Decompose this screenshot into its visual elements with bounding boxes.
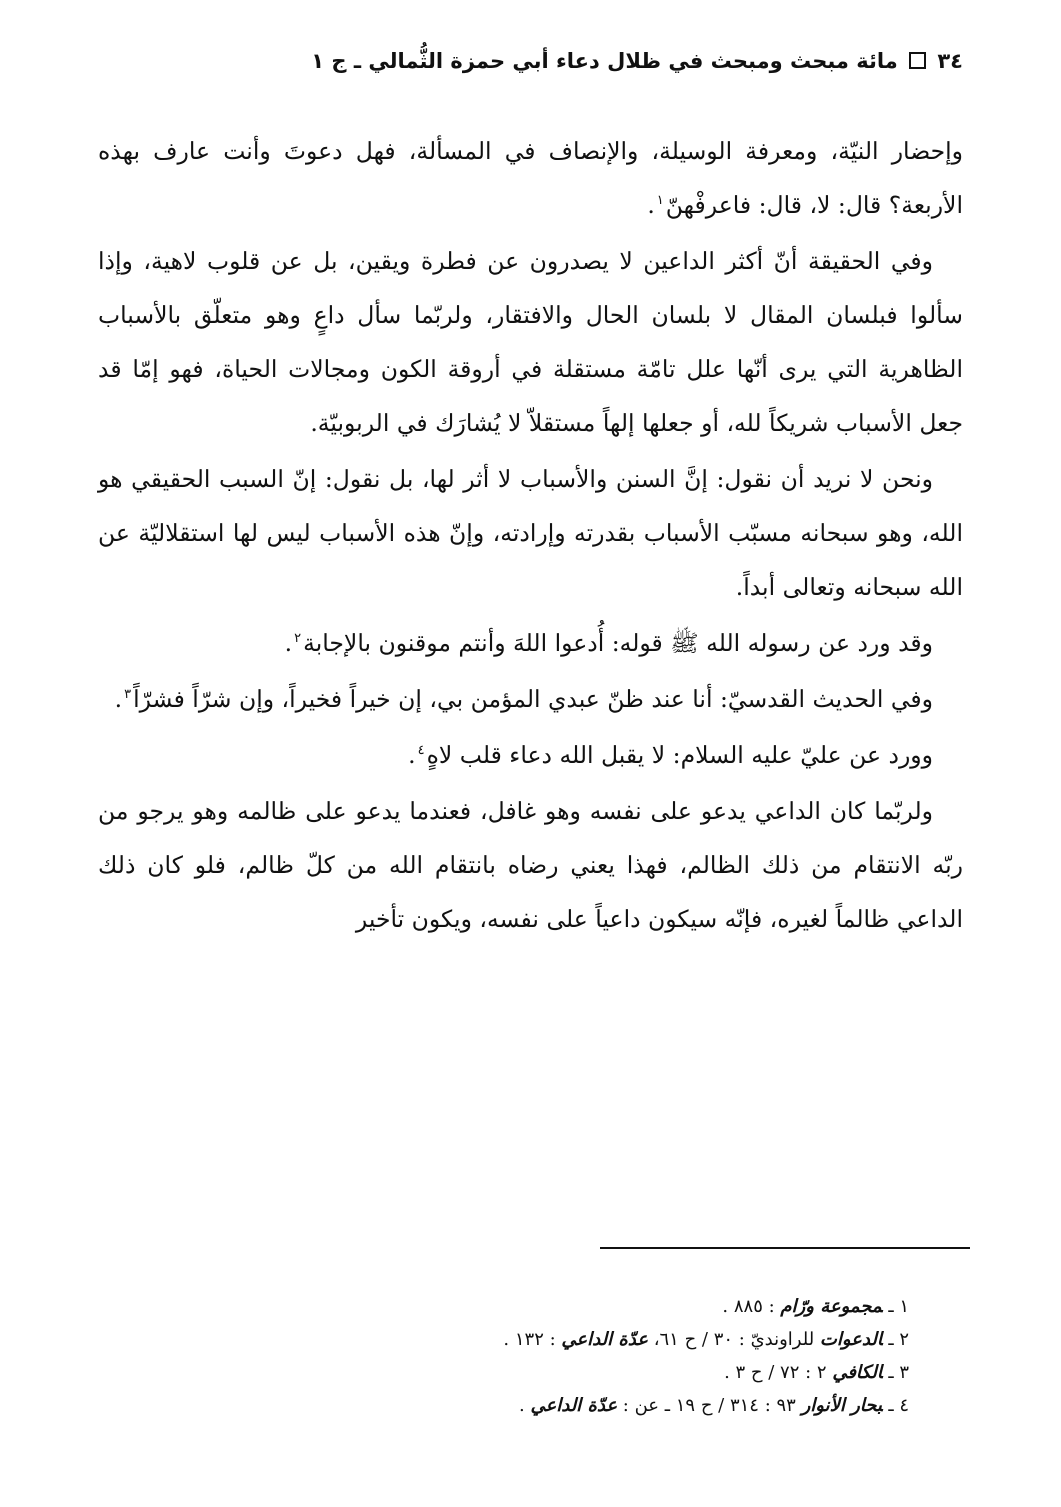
paragraph-text: . [647, 191, 655, 219]
paragraph-text: ولربّما كان الداعي يدعو على نفسه وهو غافل، فعندما يدعو على ظالمه وهو يرجو من ربّه الانتقام من ذلك الظالم، فهذا يعني رضاه بانتقام الله من كلّ ظالم، فلو كان ذلك الداعي ظالماً لغيره، فإنّه سيكون داعياً على نفسه، ويكون تأخير [98, 797, 963, 933]
paragraph-text: . [284, 629, 293, 657]
footnote-number: ٤ ـ [888, 1395, 909, 1416]
footnote-source-title: عدّة الداعي [530, 1395, 618, 1416]
paragraph-text: . [408, 741, 416, 769]
footnote-text: ٢ : ٧٢ / ح ٣ . [724, 1362, 833, 1383]
footnote-text: . [519, 1395, 531, 1416]
square-ornament-icon [909, 52, 926, 69]
footnote [98, 1356, 963, 1389]
footnote-separator [600, 1247, 970, 1249]
footnote-reference: ٣ [124, 687, 132, 703]
footnote-reference: ٤ [417, 743, 425, 759]
footnote-source-title: الكافي [832, 1362, 883, 1383]
paragraph-text: . [114, 685, 123, 713]
footnote-reference: ١ [656, 193, 664, 209]
footnote-number: ٢ ـ [888, 1329, 909, 1350]
footnote-source-title: عدّة الداعي [561, 1329, 648, 1350]
paragraph [98, 672, 963, 726]
page-number: ٣٤ [937, 49, 963, 73]
paragraph [98, 124, 963, 232]
paragraph [98, 616, 963, 670]
paragraph-text: وفي الحديث القدسيّ: أنا عند ظنّ عبدي المؤمن بي، إن خيراً فخيراً، وإن شرّاً فشرّاً [133, 685, 933, 713]
footnotes [98, 1290, 963, 1422]
footnote-text: : ٨٨٥ . [722, 1296, 781, 1317]
main-text [98, 124, 963, 948]
footnote-text: للراونديّ : ٣٠ / ح ٦١، [647, 1329, 820, 1350]
footnote [98, 1323, 963, 1356]
running-header [98, 46, 963, 76]
paragraph-text: وفي الحقيقة أنّ أكثر الداعين لا يصدرون عن فطرة ويقين، بل عن قلوب لاهية، وإذا سألوا فبلسان المقال لا بلسان الحال والافتقار، ولربّما سأل داعٍ وهو متعلّق بالأسباب الظاهرية التي يرى أنّها علل تامّة مستقلة في أروقة الكون ومجالات الحياة، فهو إمّا قد جعل الأسباب شريكاً لله، أو جعلها إلهاً مستقلاّ لا يُشارَك في الربوبيّة. [98, 247, 963, 437]
footnote [98, 1389, 963, 1422]
footnote-reference: ٢ [294, 631, 302, 647]
paragraph [98, 234, 963, 450]
paragraph [98, 784, 963, 946]
footnote-number: ٣ ـ [888, 1362, 909, 1383]
footnote-source-title: الدعوات [819, 1329, 883, 1350]
footnote-text: ٩٣ : ٣١٤ / ح ١٩ ـ عن : [617, 1395, 802, 1416]
footnote [98, 1290, 963, 1323]
paragraph-text: وإحضار النيّة، ومعرفة الوسيلة، والإنصاف في المسألة، فهل دعوتَ وأنت عارف بهذه الأربعة؟ قال: لا، قال: فاعرفْهنّ [98, 137, 963, 219]
footnote-source-title: بحار الأنوار [801, 1395, 883, 1416]
paragraph-text: وقد ورد عن رسوله الله ﷺ قوله: أُدعوا اللهَ وأنتم موقنون بالإجابة [303, 629, 933, 657]
paragraph [98, 452, 963, 614]
paragraph-text: ونحن لا نريد أن نقول: إنَّ السنن والأسباب لا أثر لها، بل نقول: إنّ السبب الحقيقي هو الله، وهو سبحانه مسبّب الأسباب بقدرته وإرادته، وإنّ هذه الأسباب ليس لها استقلاليّة عن الله سبحانه وتعالى أبداً. [98, 465, 963, 601]
footnote-text: : ١٣٢ . [503, 1329, 562, 1350]
paragraph-text: وورد عن عليّ عليه السلام: لا يقبل الله دعاء قلب لاهٍ [426, 741, 933, 769]
footnote-source-title: مجموعة ورّام [780, 1296, 883, 1317]
footnote-number: ١ ـ [888, 1296, 909, 1317]
paragraph [98, 728, 963, 782]
book-title: مائة مبحث ومبحث في ظلال دعاء أبي حمزة الثُّمالي ـ ج ١ [311, 49, 898, 73]
